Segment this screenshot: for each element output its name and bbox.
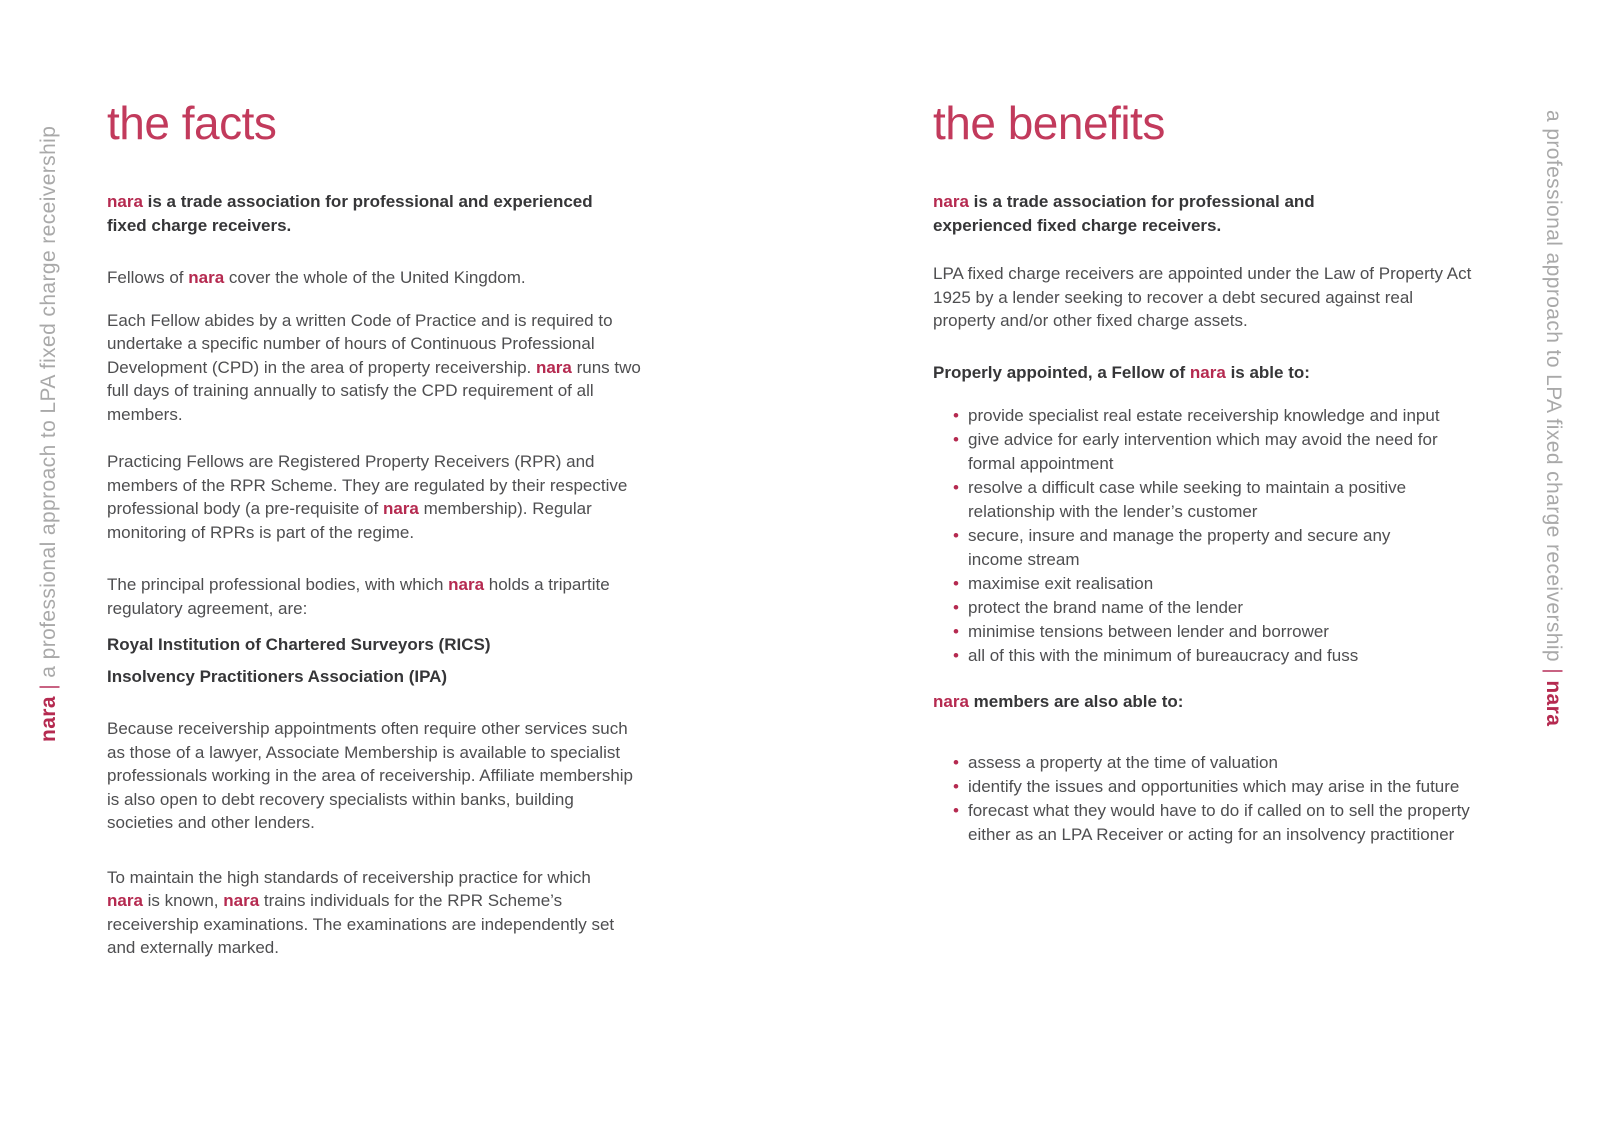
bullet-icon: • <box>953 646 959 665</box>
list-item <box>953 524 1528 572</box>
bullet-text: all of this with the minimum of bureaucracy and fuss <box>968 646 1359 665</box>
bullet-icon: • <box>953 526 959 545</box>
facts-heading: the facts <box>107 97 277 149</box>
facts-paragraph-associate: Because receivership appointments often require other services such as those of a lawyer, Associate Membership is available to specialist professionals working in the area of receivership. Affiliate membership is also open to debt recovery specialists within banks, building societies and other lenders. <box>107 719 634 832</box>
facts-intro: nara is a trade association for professional and experienced fixed charge receivers. <box>107 192 593 235</box>
left-spine-text: nara | a professional approach to LPA fixed charge receivership <box>37 125 60 742</box>
bullet-text: forecast what they would have to do if called on to sell the property either as an LPA Receiver or acting for an insolvency practitioner <box>968 800 1470 844</box>
bullet-icon: • <box>953 752 959 772</box>
bullet-icon: • <box>953 800 959 820</box>
bullet-text: identify the issues and opportunities which may arise in the future <box>968 776 1460 796</box>
benefits-page <box>933 0 1528 847</box>
bullet-icon: • <box>953 598 959 617</box>
facts-paragraph-training: To maintain the high standards of receivership practice for which nara is known, nara trains individuals for the RPR Scheme’s receivership examinations. The examinations are independently set and externally marked. <box>107 867 615 957</box>
list-item <box>953 775 1528 799</box>
bullet-text: maximise exit realisation <box>968 574 1154 593</box>
list-item <box>953 428 1528 476</box>
bullet-icon: • <box>953 406 959 425</box>
bullet-text: give advice for early intervention which may avoid the need for formal appointment <box>968 430 1438 473</box>
facts-paragraph-bodies: The principal professional bodies, with which nara holds a tripartite regulatory agreement, are: <box>107 575 610 618</box>
bullet-icon: • <box>953 478 959 497</box>
benefits-intro: nara is a trade association for professional and experienced fixed charge receivers. <box>933 192 1315 235</box>
list-item <box>953 751 1528 775</box>
bullet-icon: • <box>953 430 959 449</box>
list-item <box>953 476 1528 524</box>
facts-paragraph-cpd: Each Fellow abides by a written Code of Practice and is required to undertake a specific number of hours of Continuous Professional Development (CPD) in the area of property receivership. nara runs two full days of training annually to satisfy the CPD requirement of all members. <box>107 310 641 424</box>
list-item <box>953 596 1528 620</box>
facts-paragraph-rpr: Practicing Fellows are Registered Property Receivers (RPR) and members of the RPR Scheme. They are regulated by their respective professional body (a pre-requisite of nara membership). Regular monitoring of RPRs is part of the regime. <box>107 452 628 542</box>
bullet-text: provide specialist real estate receivership knowledge and input <box>968 406 1440 425</box>
facts-paragraph-fellows: Fellows of nara cover the whole of the United Kingdom. <box>107 268 526 287</box>
list-item <box>953 644 1528 668</box>
benefits-members-heading: nara members are also able to: <box>933 692 1184 711</box>
bullet-text: minimise tensions between lender and borrower <box>968 622 1329 641</box>
benefits-paragraph-lpa: LPA fixed charge receivers are appointed under the Law of Property Act 1925 by a lender seeking to recover a debt secured against real property and/or other fixed charge assets. <box>933 264 1472 330</box>
bullet-text: secure, insure and manage the property and secure any income stream <box>968 526 1391 569</box>
right-spine-text: a professional approach to LPA fixed charge receivership | nara <box>1542 110 1565 727</box>
benefits-bullet-list <box>933 404 1528 668</box>
facts-page <box>107 0 702 960</box>
bullet-icon: • <box>953 622 959 641</box>
list-item <box>953 620 1528 644</box>
professional-body-ipa: Insolvency Practitioners Association (IPA) <box>107 666 448 686</box>
bullet-text: assess a property at the time of valuation <box>968 752 1278 772</box>
benefits-able-heading: Properly appointed, a Fellow of nara is able to: <box>933 362 1310 382</box>
list-item <box>953 572 1528 596</box>
members-bullet-list <box>933 751 1528 847</box>
bullet-text: resolve a difficult case while seeking to maintain a positive relationship with the lender’s customer <box>968 478 1407 521</box>
professional-body-rics: Royal Institution of Chartered Surveyors (RICS) <box>107 635 491 654</box>
bullet-icon: • <box>953 776 959 796</box>
bullet-icon: • <box>953 574 959 593</box>
benefits-heading: the benefits <box>933 97 1165 149</box>
list-item <box>953 799 1528 847</box>
bullet-text: protect the brand name of the lender <box>968 598 1244 617</box>
list-item <box>953 404 1528 428</box>
